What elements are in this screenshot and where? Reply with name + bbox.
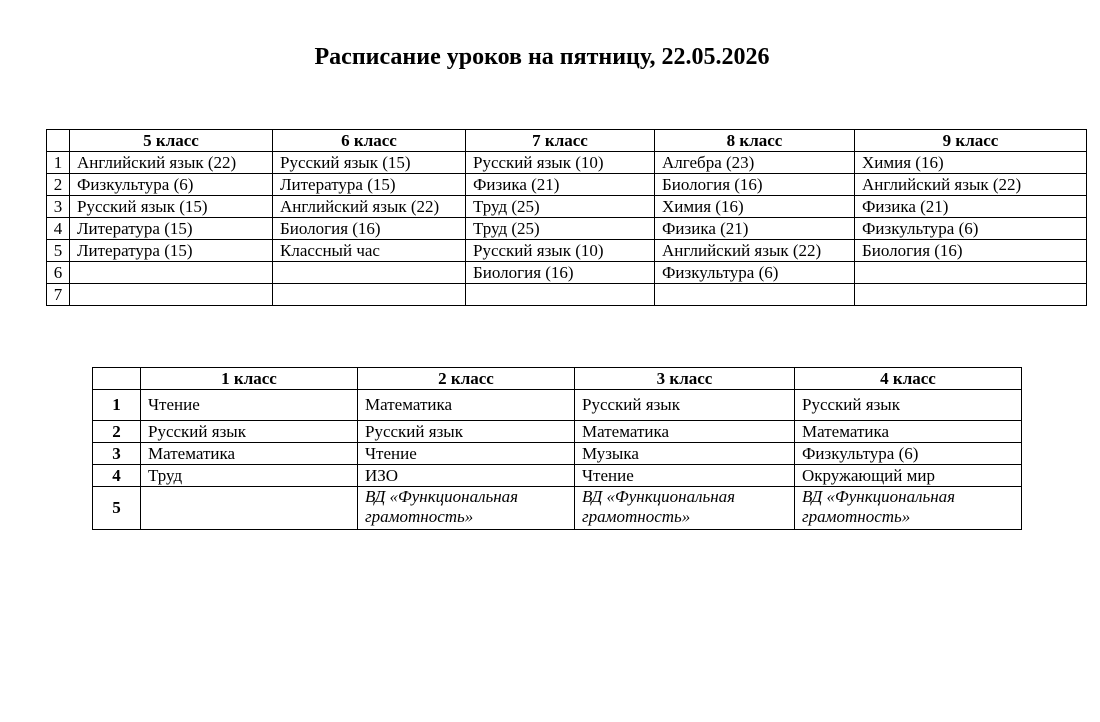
corner-cell [47,130,70,152]
table-row [93,443,1022,465]
lesson-cell: Русский язык [795,390,1022,421]
table-row [93,421,1022,443]
lesson-cell [855,262,1087,284]
lesson-number: 3 [47,196,70,218]
lesson-cell: Русский язык (15) [70,196,273,218]
lesson-cell [466,284,655,306]
lesson-cell: Физкультура (6) [795,443,1022,465]
column-header: 2 класс [358,368,575,390]
lesson-cell: Английский язык (22) [70,152,273,174]
table-row [47,152,1087,174]
lesson-number: 5 [47,240,70,262]
lesson-cell: Литература (15) [273,174,466,196]
lesson-cell: Труд (25) [466,196,655,218]
table-row [47,218,1087,240]
lesson-cell: Чтение [575,465,795,487]
lesson-cell: Русский язык [575,390,795,421]
lesson-cell: Чтение [358,443,575,465]
table-header-row [93,368,1022,390]
lesson-cell: Литература (15) [70,240,273,262]
lesson-cell: Окружающий мир [795,465,1022,487]
lesson-cell: Русский язык (15) [273,152,466,174]
lesson-cell: Английский язык (22) [655,240,855,262]
lesson-number: 4 [47,218,70,240]
lesson-number: 2 [93,421,141,443]
table-header-row [47,130,1087,152]
lesson-number: 3 [93,443,141,465]
column-header: 6 класс [273,130,466,152]
lesson-number: 7 [47,284,70,306]
table-row [47,196,1087,218]
lesson-cell: Биология (16) [855,240,1087,262]
lesson-cell: Математика [358,390,575,421]
lesson-cell: Алгебра (23) [655,152,855,174]
lesson-cell: Русский язык (10) [466,240,655,262]
lesson-cell: Литература (15) [70,218,273,240]
lesson-cell: Физкультура (6) [70,174,273,196]
lesson-cell: Русский язык [141,421,358,443]
lesson-number: 4 [93,465,141,487]
lesson-cell: Физика (21) [855,196,1087,218]
column-header: 7 класс [466,130,655,152]
lesson-cell: Труд [141,465,358,487]
lesson-cell: Математика [795,421,1022,443]
lesson-cell: Русский язык [358,421,575,443]
column-header: 5 класс [70,130,273,152]
lesson-cell: Английский язык (22) [855,174,1087,196]
table-row [93,390,1022,421]
lesson-cell: Музыка [575,443,795,465]
lesson-cell: ВД «Функциональная грамотность» [358,487,575,530]
lesson-cell: Чтение [141,390,358,421]
lesson-number: 1 [47,152,70,174]
column-header: 4 класс [795,368,1022,390]
lesson-cell: ВД «Функциональная грамотность» [795,487,1022,530]
lesson-cell: Физкультура (6) [655,262,855,284]
column-header: 1 класс [141,368,358,390]
lesson-cell: ИЗО [358,465,575,487]
lesson-cell [273,262,466,284]
lesson-cell: Химия (16) [855,152,1087,174]
table-row [93,487,1022,530]
lesson-cell: Физика (21) [466,174,655,196]
table-row [47,240,1087,262]
lesson-cell: Английский язык (22) [273,196,466,218]
lesson-cell [273,284,466,306]
senior-schedule-table [46,129,1087,306]
lesson-cell: Биология (16) [466,262,655,284]
lesson-cell [70,284,273,306]
lesson-cell: ВД «Функциональная грамотность» [575,487,795,530]
lesson-cell: Химия (16) [655,196,855,218]
junior-schedule-table [92,367,1022,530]
column-header: 9 класс [855,130,1087,152]
lesson-cell: Математика [141,443,358,465]
lesson-cell: Труд (25) [466,218,655,240]
lesson-cell: Русский язык (10) [466,152,655,174]
lesson-number: 1 [93,390,141,421]
lesson-cell: Математика [575,421,795,443]
lesson-number: 6 [47,262,70,284]
table-row [47,262,1087,284]
lesson-cell [855,284,1087,306]
table-row [93,465,1022,487]
table-row [47,174,1087,196]
lesson-cell [655,284,855,306]
lesson-cell: Физкультура (6) [855,218,1087,240]
lesson-cell [141,487,358,530]
corner-cell [93,368,141,390]
page-title: Расписание уроков на пятницу, 22.05.2026 [314,44,770,70]
lesson-cell: Физика (21) [655,218,855,240]
lesson-cell: Биология (16) [655,174,855,196]
column-header: 8 класс [655,130,855,152]
lesson-number: 5 [93,487,141,530]
lesson-cell: Биология (16) [273,218,466,240]
column-header: 3 класс [575,368,795,390]
lesson-number: 2 [47,174,70,196]
table-row [47,284,1087,306]
lesson-cell: Классный час [273,240,466,262]
lesson-cell [70,262,273,284]
